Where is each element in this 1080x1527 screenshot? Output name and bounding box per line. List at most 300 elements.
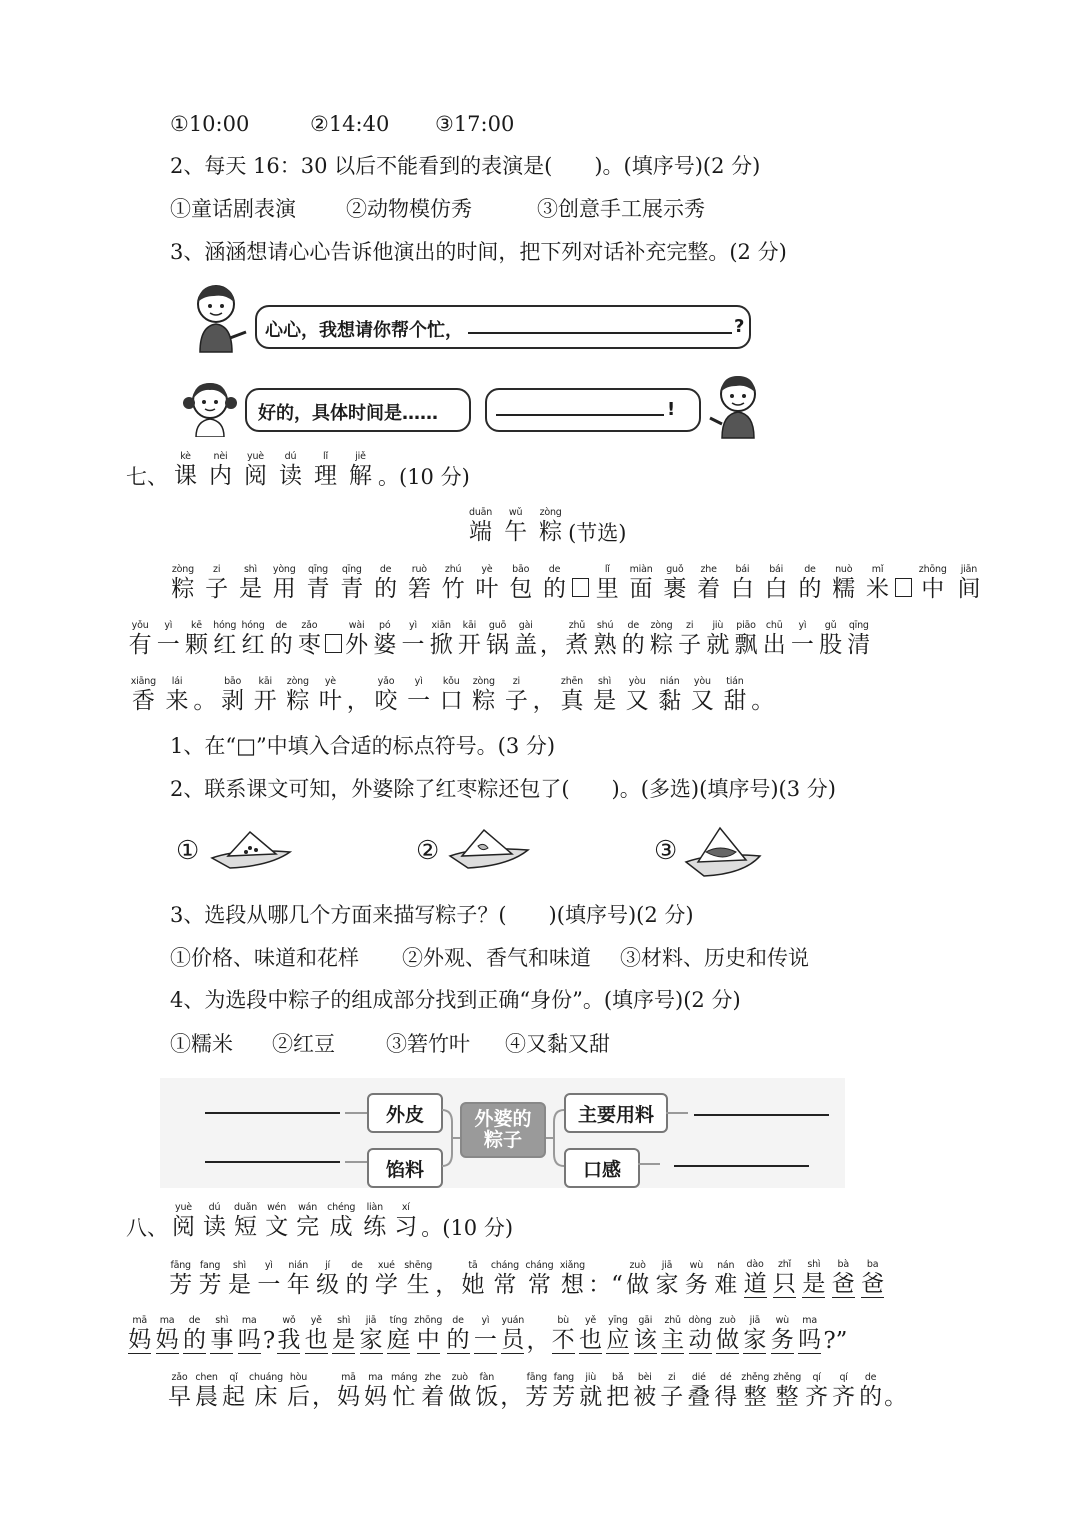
ruby-char — [174, 452, 197, 489]
hanzi: 熟 — [593, 632, 617, 658]
pinyin: bái — [735, 564, 750, 575]
hanzi: 就 — [706, 632, 730, 658]
pinyin: kāi — [462, 620, 477, 631]
pinyin: yì — [798, 620, 807, 631]
hanzi: 早 — [168, 1384, 191, 1410]
ruby-char — [475, 565, 498, 602]
hanzi: 是 — [332, 1327, 356, 1353]
hanzi: 阅 — [244, 463, 267, 489]
ruby-char — [706, 621, 729, 658]
question-7-1: 1、在“□”中填入合适的标点符号。(3 分) — [170, 734, 556, 758]
hanzi: 一 — [407, 688, 431, 714]
pinyin: zǎo — [301, 620, 318, 631]
pinyin: yì — [414, 676, 423, 687]
ruby-char — [525, 1261, 553, 1298]
pinyin: lǐ — [604, 564, 610, 575]
node-outer-wrapping: 外皮 — [367, 1093, 443, 1133]
ruby-char — [685, 1261, 708, 1298]
pinyin: mā — [341, 1372, 356, 1383]
ruby-char — [716, 1316, 739, 1354]
ruby-char — [504, 508, 527, 545]
hanzi: 家 — [743, 1327, 767, 1353]
pinyin: chū — [765, 620, 783, 631]
ruby-char — [579, 1373, 602, 1410]
ruby-char — [514, 621, 537, 658]
answer-blank[interactable] — [694, 1114, 829, 1116]
ruby-char — [373, 621, 396, 658]
node-filling: 馅料 — [367, 1148, 443, 1188]
ruby-char — [286, 677, 309, 714]
hanzi: 忙 — [392, 1384, 416, 1410]
option-4: ④又黏又甜 — [505, 1032, 610, 1056]
section-score: 。(10 分) — [421, 1216, 514, 1241]
hanzi: 的 — [345, 1272, 369, 1298]
picture-label-3: ③ — [654, 836, 678, 866]
pinyin: gài — [518, 620, 533, 631]
ruby-char — [847, 621, 870, 658]
zongzi-plain-icon — [448, 826, 532, 870]
hanzi: 家 — [655, 1272, 679, 1298]
pinyin: wǔ — [508, 507, 523, 518]
pinyin: wén — [267, 1202, 287, 1213]
section-7-heading — [126, 452, 470, 489]
pinyin: lǐ — [323, 451, 328, 462]
ruby-char — [448, 1373, 471, 1410]
pinyin: fang — [199, 1260, 221, 1271]
pinyin: xué — [377, 1260, 395, 1271]
ruby-char — [238, 1316, 261, 1354]
hanzi: 子 — [205, 576, 229, 602]
pinyin: liàn — [366, 1202, 383, 1213]
pinyin: zi — [213, 564, 221, 575]
pinyin: yuè — [247, 451, 264, 462]
pinyin: zhǔ — [664, 1315, 681, 1326]
ruby-char — [735, 621, 758, 658]
ruby-char — [210, 1316, 233, 1354]
ruby-char — [391, 1373, 417, 1410]
section-number: 七、 — [126, 465, 168, 490]
ruby-char — [298, 621, 321, 658]
pinyin: zhěng — [741, 1372, 770, 1383]
hanzi: 只 — [772, 1271, 796, 1297]
punctuation: ， — [526, 1328, 550, 1354]
hanzi: 的 — [542, 576, 566, 602]
ruby-char — [593, 677, 616, 714]
ruby-char — [474, 1316, 497, 1354]
hanzi: 文 — [265, 1214, 289, 1240]
ruby-char — [626, 677, 649, 714]
ruby-char — [442, 565, 465, 602]
bubble-punctuation: ! — [667, 399, 676, 420]
hanzi: 芳 — [169, 1272, 193, 1298]
ruby-char — [375, 1261, 398, 1298]
hanzi: 又 — [690, 688, 714, 714]
pinyin: tíng — [389, 1315, 408, 1326]
pinyin: zhēn — [560, 676, 583, 687]
ruby-char — [166, 677, 189, 714]
hanzi: 的 — [182, 1327, 206, 1353]
ruby-char — [469, 508, 492, 545]
pinyin: de — [351, 1260, 363, 1271]
hanzi: 间 — [957, 576, 981, 602]
pinyin: zhú — [444, 564, 462, 575]
hanzi: 一 — [790, 632, 814, 658]
ruby-char — [440, 677, 463, 714]
pinyin: qīng — [341, 564, 362, 575]
ruby-char — [744, 1260, 767, 1298]
ruby-char — [525, 1373, 548, 1410]
hanzi: 中 — [921, 576, 945, 602]
pinyin: bù — [557, 1315, 569, 1326]
ruby-char — [491, 1261, 519, 1298]
hanzi: 该 — [633, 1327, 657, 1353]
hanzi: 白 — [764, 576, 788, 602]
ruby-char — [296, 1203, 319, 1240]
pinyin: zòng — [171, 564, 194, 575]
pinyin: zhǐ — [777, 1259, 791, 1270]
hanzi: 我 — [277, 1327, 301, 1353]
pinyin: shú — [596, 620, 614, 631]
hanzi: 整 — [743, 1384, 767, 1410]
answer-blank[interactable] — [205, 1112, 340, 1114]
hanzi: 也 — [304, 1327, 328, 1353]
passage-line-1 — [166, 1260, 887, 1298]
ruby-char — [234, 1203, 257, 1240]
ruby-char — [374, 565, 397, 602]
hanzi: 端 — [469, 519, 493, 545]
ruby-char — [168, 1373, 191, 1410]
ruby-char — [458, 621, 481, 658]
pinyin: xiāng — [130, 676, 156, 687]
ruby-char — [171, 565, 194, 602]
ruby-char — [129, 621, 152, 658]
hanzi: 叠 — [687, 1384, 711, 1410]
hanzi: 着 — [421, 1384, 445, 1410]
hanzi: 粽 — [649, 632, 673, 658]
pinyin: jiě — [355, 451, 366, 462]
hanzi: 的 — [269, 632, 293, 658]
hanzi: 生 — [406, 1272, 430, 1298]
punctuation: ， — [539, 632, 563, 658]
ruby-char — [270, 621, 293, 658]
hanzi: 白 — [730, 576, 754, 602]
ruby-char — [509, 565, 532, 602]
hanzi: 子 — [504, 688, 528, 714]
hanzi: 练 — [363, 1214, 387, 1240]
hanzi: 不 — [551, 1327, 575, 1353]
pinyin: de — [452, 1315, 464, 1326]
hanzi: 里 — [595, 576, 619, 602]
hanzi: 应 — [606, 1327, 630, 1353]
pinyin: shì — [215, 1315, 229, 1326]
ruby-char — [539, 508, 562, 545]
ruby-char — [626, 1261, 649, 1298]
section-8-heading — [126, 1203, 513, 1240]
pinyin: wù — [775, 1315, 789, 1326]
pinyin: yǎo — [377, 676, 395, 687]
ruby-char — [633, 1373, 656, 1410]
hanzi: 爸 — [861, 1271, 885, 1297]
ruby-char — [277, 1316, 300, 1354]
hanzi: 黏 — [658, 688, 682, 714]
pinyin: jiā — [661, 1260, 673, 1271]
punctuation-box[interactable] — [572, 578, 589, 597]
pinyin: fāng — [170, 1260, 191, 1271]
ruby-char — [832, 1373, 855, 1410]
pinyin: zhe — [700, 564, 717, 575]
pinyin: zòng — [286, 676, 309, 687]
pinyin: jí — [325, 1260, 330, 1271]
hanzi: 一 — [257, 1272, 281, 1298]
hanzi: 婆 — [373, 632, 397, 658]
pinyin: fang — [553, 1372, 574, 1383]
hanzi: 饭 — [475, 1384, 499, 1410]
passage-line-1 — [166, 565, 986, 602]
ruby-char — [375, 677, 398, 714]
pinyin: ma — [159, 1315, 175, 1326]
pinyin: hóng — [241, 620, 265, 631]
hanzi: 的 — [859, 1384, 883, 1410]
ruby-char — [185, 621, 208, 658]
ruby-char — [221, 677, 244, 714]
pinyin: máng — [390, 1372, 418, 1383]
ruby-char — [254, 677, 277, 714]
ruby-char — [697, 565, 720, 602]
punctuation: ， — [435, 1272, 459, 1298]
ruby-char — [364, 1373, 387, 1410]
ruby-char — [560, 1261, 585, 1298]
pinyin: duǎn — [234, 1202, 258, 1213]
pinyin: xiān — [431, 620, 451, 631]
option-3: ③17:00 — [435, 112, 515, 136]
right-bracket — [546, 1096, 566, 1180]
hanzi: 甜 — [723, 688, 747, 714]
hanzi: 又 — [625, 688, 649, 714]
connector — [638, 1163, 660, 1165]
hanzi: 齐 — [832, 1384, 856, 1410]
pinyin: tā — [468, 1260, 478, 1271]
hanzi: 习 — [394, 1214, 418, 1240]
ruby-char — [407, 677, 430, 714]
ruby-char — [565, 621, 588, 658]
hanzi: 内 — [209, 463, 232, 489]
pinyin: wù — [689, 1260, 704, 1271]
ruby-char — [658, 677, 681, 714]
punctuation: 。 — [884, 1384, 908, 1410]
ruby-char — [213, 621, 236, 658]
section-number: 八、 — [126, 1216, 168, 1241]
punctuation: ?” — [823, 1328, 848, 1354]
pinyin: yě — [310, 1315, 322, 1326]
pinyin: jiù — [712, 620, 724, 631]
hanzi: 芳 — [525, 1384, 549, 1410]
picture-label-2: ② — [416, 836, 440, 866]
pinyin: zuò — [451, 1372, 468, 1383]
hanzi: 青 — [340, 576, 364, 602]
ruby-char — [241, 621, 264, 658]
hanzi: 她 — [461, 1272, 485, 1298]
ruby-char — [157, 621, 180, 658]
pinyin: yě — [584, 1315, 597, 1326]
punctuation-box[interactable] — [895, 578, 912, 597]
pinyin: dú — [208, 1202, 221, 1213]
pinyin: pó — [379, 620, 391, 631]
hanzi: 叶 — [475, 576, 499, 602]
connector — [345, 1161, 367, 1163]
ruby-char — [606, 1373, 629, 1410]
hanzi: 是 — [593, 688, 617, 714]
pinyin: yè — [481, 564, 493, 575]
ruby-char — [560, 677, 583, 714]
ruby-char — [543, 565, 566, 602]
pinyin: dé — [720, 1372, 732, 1383]
pinyin: nián — [659, 676, 680, 687]
answer-blank[interactable] — [205, 1161, 340, 1163]
answer-blank[interactable] — [674, 1165, 809, 1167]
pinyin: zòng — [650, 620, 673, 631]
ruby-char — [594, 621, 617, 658]
ruby-char — [360, 1316, 383, 1354]
hanzi: 有 — [128, 632, 152, 658]
node-main-ingredient: 主要用料 — [564, 1093, 668, 1133]
hanzi: 口 — [439, 688, 463, 714]
hanzi: 箬 — [407, 576, 431, 602]
hanzi: 是 — [227, 1272, 251, 1298]
ruby-char — [228, 1261, 251, 1298]
ruby-char — [859, 1373, 882, 1410]
pinyin: jiù — [585, 1372, 597, 1383]
hanzi: 中 — [416, 1327, 440, 1353]
ruby-char — [387, 1316, 410, 1354]
punctuation: ， — [346, 688, 370, 714]
pinyin: de — [804, 564, 816, 575]
punctuation: ， — [311, 1384, 335, 1410]
answer-blank[interactable] — [496, 414, 664, 416]
hanzi: 阅 — [172, 1214, 195, 1240]
ruby-char — [195, 1373, 218, 1410]
pinyin: cháng — [525, 1260, 554, 1271]
pinyin: mā — [132, 1315, 148, 1326]
ruby-char — [183, 1316, 206, 1354]
ruby-char — [731, 565, 754, 602]
option-2: ②动物模仿秀 — [346, 197, 472, 221]
hanzi: 午 — [504, 519, 528, 545]
pinyin: nuò — [835, 564, 853, 575]
hanzi: 叶 — [318, 688, 342, 714]
pinyin: ma — [368, 1372, 383, 1383]
ruby-char — [209, 452, 232, 489]
ruby-char — [279, 452, 302, 489]
ruby-char — [957, 565, 980, 602]
hanzi: 务 — [684, 1272, 708, 1298]
pinyin: zǎo — [171, 1372, 188, 1383]
pinyin: zuò — [629, 1260, 646, 1271]
ruby-char — [319, 677, 342, 714]
hanzi: 真 — [560, 688, 584, 714]
option-3: ③箬竹叶 — [386, 1032, 470, 1056]
hanzi: 掀 — [429, 632, 453, 658]
pinyin: bà — [837, 1259, 849, 1270]
hanzi: 常 — [493, 1272, 517, 1298]
pinyin: yì — [409, 620, 417, 631]
section-score: 。(10 分) — [378, 465, 470, 490]
pinyin: zhōng — [918, 564, 947, 575]
pinyin: zuò — [719, 1315, 736, 1326]
pinyin: fāng — [526, 1372, 547, 1383]
ruby-char — [689, 1316, 712, 1354]
hanzi: 包 — [509, 576, 533, 602]
pinyin: shì — [337, 1315, 351, 1326]
ruby-char — [650, 621, 673, 658]
ruby-char — [765, 565, 788, 602]
ruby-char — [287, 1373, 310, 1410]
hanzi: 的 — [374, 576, 398, 602]
pinyin: bāo — [512, 564, 530, 575]
pinyin: jiā — [365, 1315, 377, 1326]
answer-blank[interactable] — [468, 332, 732, 334]
punctuation-box[interactable] — [325, 634, 342, 653]
connector — [666, 1112, 688, 1114]
hanzi: 的 — [446, 1327, 470, 1353]
pinyin: zòng — [472, 676, 495, 687]
ruby-char — [461, 1261, 484, 1298]
pinyin: nèi — [213, 451, 228, 462]
pinyin: zòng — [539, 507, 562, 518]
pinyin: chuáng — [249, 1372, 283, 1383]
ruby-char — [273, 565, 296, 602]
option-2: ②14:40 — [310, 112, 390, 136]
hanzi: 糯 — [832, 576, 856, 602]
pinyin: de — [548, 564, 561, 575]
girl-avatar-icon — [180, 375, 240, 437]
hanzi: 用 — [272, 576, 296, 602]
pinyin: ba — [866, 1259, 879, 1270]
ruby-char — [316, 1261, 339, 1298]
pinyin: qǐ — [229, 1372, 238, 1383]
hanzi: 煮 — [565, 632, 589, 658]
hanzi: 出 — [762, 632, 786, 658]
ruby-char — [552, 1373, 575, 1410]
ruby-char — [203, 1203, 226, 1240]
option-1: ①童话剧表演 — [170, 197, 296, 221]
hanzi: 红 — [213, 632, 237, 658]
hanzi: 股 — [819, 632, 843, 658]
pinyin: duān — [469, 507, 493, 518]
ruby-char — [798, 1316, 821, 1354]
hanzi: 一 — [401, 632, 425, 658]
pinyin: yuán — [501, 1315, 525, 1326]
pinyin: bǎ — [612, 1372, 624, 1383]
ruby-char — [714, 1373, 737, 1410]
boy-avatar-icon — [708, 372, 766, 440]
hanzi: 妈 — [363, 1384, 387, 1410]
hanzi: 一 — [156, 632, 180, 658]
hanzi: 吗 — [798, 1327, 822, 1353]
hanzi: 整 — [775, 1384, 799, 1410]
punctuation: ：“ — [588, 1272, 623, 1298]
hanzi: 做 — [716, 1327, 740, 1353]
hanzi: 学 — [374, 1272, 398, 1298]
ruby-char — [501, 1316, 524, 1354]
punctuation: ， — [532, 688, 556, 714]
pinyin: dào — [746, 1259, 764, 1270]
pinyin: shì — [598, 676, 612, 687]
hanzi: 颗 — [184, 632, 208, 658]
hanzi: 庭 — [386, 1327, 410, 1353]
hanzi: 齐 — [805, 1384, 829, 1410]
ruby-char — [743, 1316, 766, 1354]
pinyin: zhe — [424, 1372, 441, 1383]
